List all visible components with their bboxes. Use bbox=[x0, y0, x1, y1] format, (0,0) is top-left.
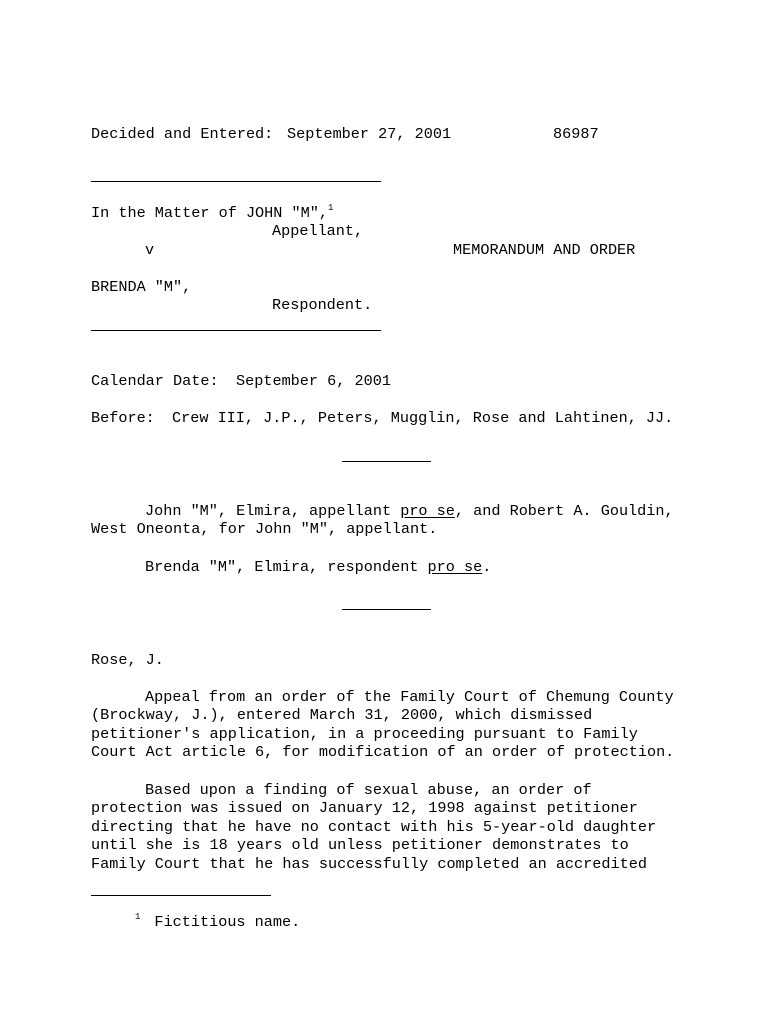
matter-prefix: In the Matter of JOHN "M", bbox=[91, 204, 328, 222]
appearance-1a: John "M", Elmira, appellant bbox=[145, 502, 401, 520]
appearance-line-3 bbox=[145, 558, 491, 576]
para2-line: Based upon a finding of sexual abuse, an order of bbox=[145, 781, 592, 799]
calendar-label: Calendar Date: bbox=[91, 372, 219, 390]
para2-line: directing that he have no contact with his 5-year-old daughter bbox=[91, 818, 657, 836]
section-divider-1 bbox=[342, 461, 431, 462]
appearance-line-1 bbox=[145, 502, 674, 520]
footnote-number: 1 bbox=[135, 912, 141, 922]
appearance-3b: . bbox=[482, 558, 492, 576]
versus: v bbox=[145, 241, 155, 259]
pro-se-appellant: pro se bbox=[400, 502, 455, 520]
respondent-name: BRENDA "M", bbox=[91, 278, 192, 296]
appearance-1b: , and Robert A. Gouldin, bbox=[454, 502, 674, 520]
para2-line: until she is 18 years old unless petitioner demonstrates to bbox=[91, 836, 629, 854]
footnote-text: Fictitious name. bbox=[154, 913, 301, 931]
decided-label: Decided and Entered: bbox=[91, 125, 274, 143]
section-divider-2 bbox=[342, 609, 431, 610]
opinion-author: Rose, J. bbox=[91, 651, 164, 669]
footnote bbox=[135, 913, 300, 931]
para1-line: Court Act article 6, for modification of an order of protection. bbox=[91, 743, 675, 761]
document-type: MEMORANDUM AND ORDER bbox=[453, 241, 636, 259]
bench-label: Before: bbox=[91, 409, 155, 427]
footnote-rule bbox=[91, 895, 271, 896]
footnote-ref: 1 bbox=[327, 203, 334, 213]
para1-line: Appeal from an order of the Family Court of Chemung County bbox=[145, 688, 674, 706]
appearance-3a: Brenda "M", Elmira, respondent bbox=[145, 558, 428, 576]
caption-top-rule bbox=[91, 181, 381, 182]
bench-judges: Crew III, J.P., Peters, Mugglin, Rose and Lahtinen, JJ. bbox=[172, 409, 674, 427]
matter-line bbox=[91, 204, 333, 222]
docket-number: 86987 bbox=[553, 125, 599, 143]
decided-date: September 27, 2001 bbox=[287, 125, 452, 143]
caption-bottom-rule bbox=[91, 330, 381, 331]
calendar-date: September 6, 2001 bbox=[236, 372, 391, 390]
para1-line: petitioner's application, in a proceeding pursuant to Family bbox=[91, 725, 638, 743]
appellant-role: Appellant, bbox=[272, 222, 364, 240]
pro-se-respondent: pro se bbox=[427, 558, 483, 576]
para2-line: protection was issued on January 12, 1998 against petitioner bbox=[91, 799, 638, 817]
para1-line: (Brockway, J.), entered March 31, 2000, which dismissed bbox=[91, 706, 593, 724]
appearance-line-2: West Oneonta, for John "M", appellant. bbox=[91, 520, 438, 538]
respondent-role: Respondent. bbox=[272, 296, 373, 314]
para2-line: Family Court that he has successfully completed an accredited bbox=[91, 855, 647, 873]
